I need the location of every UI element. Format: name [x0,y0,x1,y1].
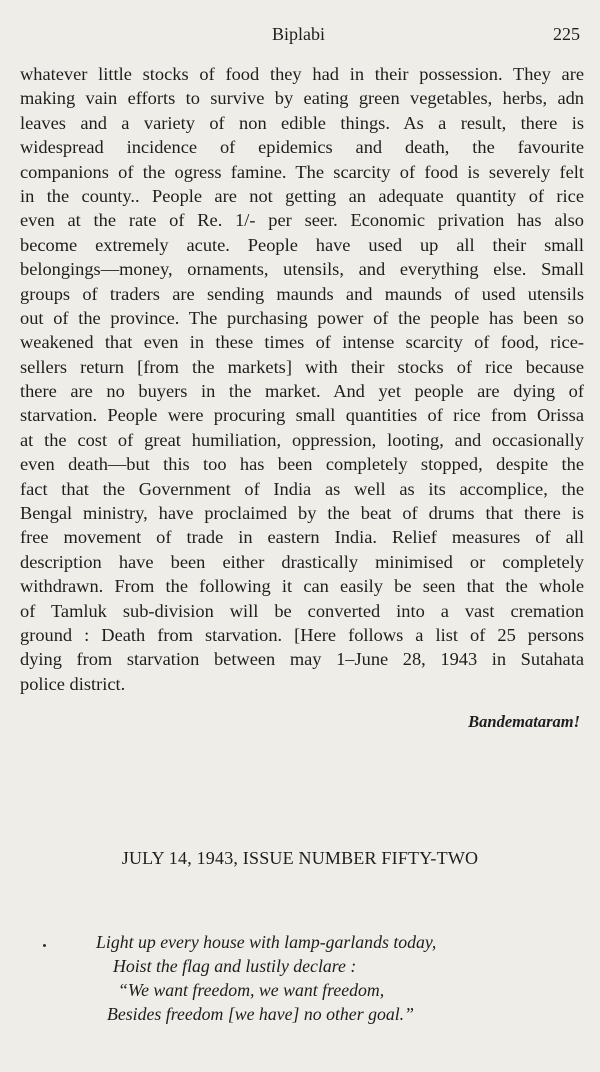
page-header [0,24,600,48]
body-line: of Tamluk sub-division will be converted into a vast cremation [20,600,584,621]
body-line: out of the province. The purchasing power of the people has been so [20,307,584,328]
body-line: withdrawn. From the following it can easily be seen that the whole [20,576,584,597]
body-line: whatever little stocks of food they had in their possession. They are [20,64,584,84]
body-line: groups of traders are sending maunds and maunds of used utensils [20,283,584,304]
body-line: in the county.. People are not getting an adequate quantity of rice [20,185,584,206]
verse-block [96,930,436,1026]
body-line: even at the rate of Re. 1/- per seer. Economic privation has also [20,210,584,231]
body-line: dying from starvation between may 1–June 28, 1943 in Sutahata [20,649,584,670]
verse-line: Light up every house with lamp-garlands today, [96,932,437,952]
body-line: Bengal ministry, have proclaimed by the beat of drums that there is [20,503,584,524]
body-line: widespread incidence of epidemics and death, the favourite [20,137,584,158]
bullet-mark [43,944,46,947]
body-line: at the cost of great humiliation, oppression, looting, and occasionally [20,429,584,450]
body-line: belongings—money, ornaments, utensils, and everything else. Small [20,259,584,280]
body-line: fact that the Government of India as well as its accomplice, the [20,478,584,499]
body-line: leaves and a variety of non edible things. As a result, there is [20,112,584,133]
running-title: Biplabi [272,24,325,44]
body-line: even death—but this too has been completely stopped, despite the [20,454,584,475]
issue-heading: JULY 14, 1943, ISSUE NUMBER FIFTY-TWO [121,848,479,868]
body-line: making vain efforts to survive by eating green vegetables, herbs, adn [20,88,584,109]
body-line: become extremely acute. People have used up all their small [20,234,584,255]
body-line: starvation. People were procuring small quantities of rice from Orissa [20,405,584,426]
page-number: 225 [553,24,580,44]
verse-line: Hoist the flag and lustily declare : [113,956,357,976]
verse-line: “We want freedom, we want freedom, [118,980,385,1000]
body-line: weakened that even in these times of intense scarcity of food, rice- [20,332,584,353]
body-paragraph [20,62,584,696]
body-line: sellers return [from the markets] with their stocks of rice because [20,356,584,377]
body-line: companions of the ogress famine. The scarcity of food is severely felt [20,161,584,182]
verse-line: Besides freedom [we have] no other goal.” [107,1004,415,1024]
signoff: Bandemataram! [468,712,580,731]
body-line: description have been either drastically minimised or completely [20,551,584,572]
body-line: police district. [20,673,126,694]
body-line: there are no buyers in the market. And yet people are dying of [20,381,584,402]
body-line: ground : Death from starvation. [Here follows a list of 25 persons [20,624,584,645]
body-line: free movement of trade in eastern India. Relief measures of all [20,527,584,548]
